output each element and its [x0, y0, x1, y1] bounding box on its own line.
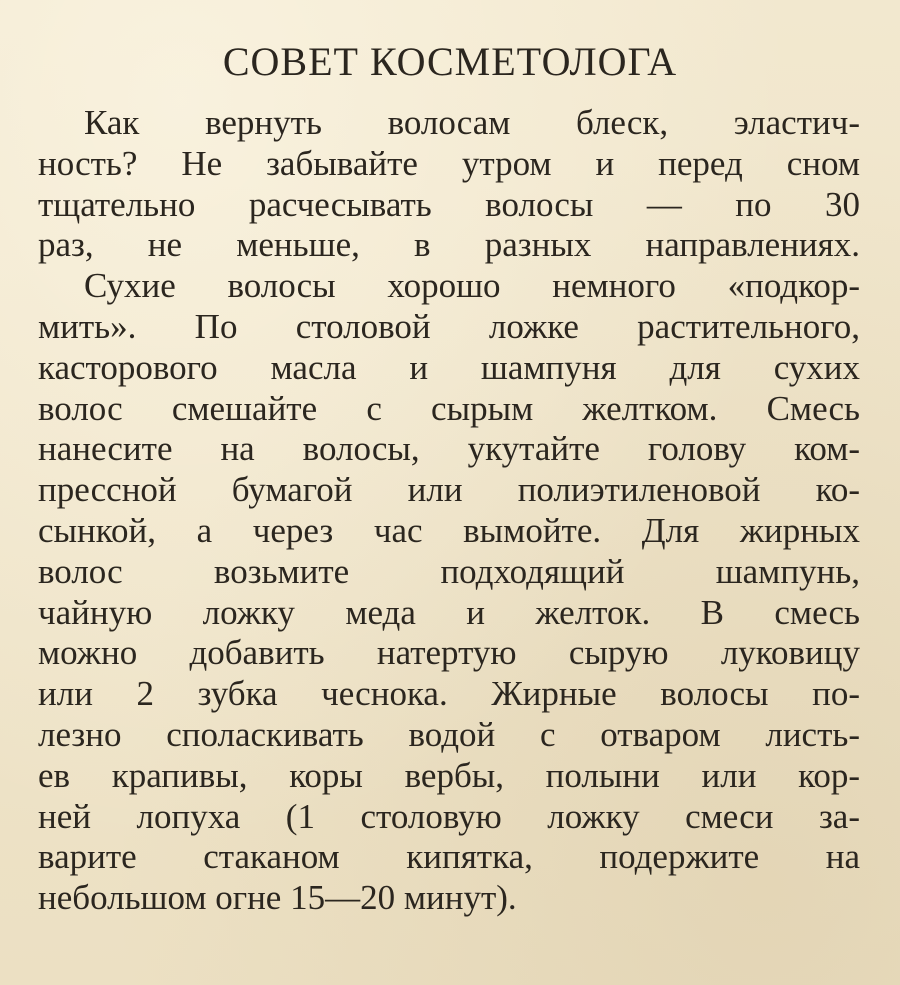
text-line: варите стаканом кипятка, подержите на — [38, 837, 860, 877]
text-line: Как вернуть волосам блеск, эластич- — [84, 103, 860, 142]
article-title: СОВЕТ КОСМЕТОЛОГА — [222, 39, 678, 84]
text-line: можно добавить натертую сырую луковицу — [38, 633, 860, 673]
text-line: лезно споласкивать водой с отваром листь- — [38, 714, 860, 754]
text-line: касторового масла и шампуня для сухих — [38, 347, 860, 387]
text-line: небольшом огне 15—20 минут). — [38, 878, 517, 918]
text-line: мить». По столовой ложке растительного, — [38, 306, 860, 346]
text-line: ней лопуха (1 столовую ложку смеси за- — [38, 796, 860, 836]
text-line: ев крапивы, коры вербы, полыни или кор- — [38, 755, 860, 795]
text-line: сынкой, а через час вымойте. Для жирных — [38, 510, 860, 550]
text-line: Сухие волосы хорошо немного «подкор- — [84, 266, 860, 306]
text-line: чайную ложку меда и желток. В смесь — [38, 592, 860, 632]
text-line: нанесите на волосы, укутайте голову ком- — [38, 429, 860, 469]
text-line: раз, не меньше, в разных направлениях. — [38, 225, 860, 265]
text-line: или 2 зубка чеснока. Жирные волосы по- — [38, 674, 860, 714]
text-line: волос возьмите подходящий шампунь, — [38, 551, 860, 591]
text-line: волос смешайте с сырым желтком. Смесь — [38, 388, 860, 428]
article-body — [38, 103, 860, 919]
text-line: тщательно расчесывать волосы — по 30 — [38, 184, 860, 224]
text-line: ность? Не забывайте утром и перед сном — [38, 143, 860, 183]
text-line: прессной бумагой или полиэтиленовой ко- — [38, 470, 860, 510]
